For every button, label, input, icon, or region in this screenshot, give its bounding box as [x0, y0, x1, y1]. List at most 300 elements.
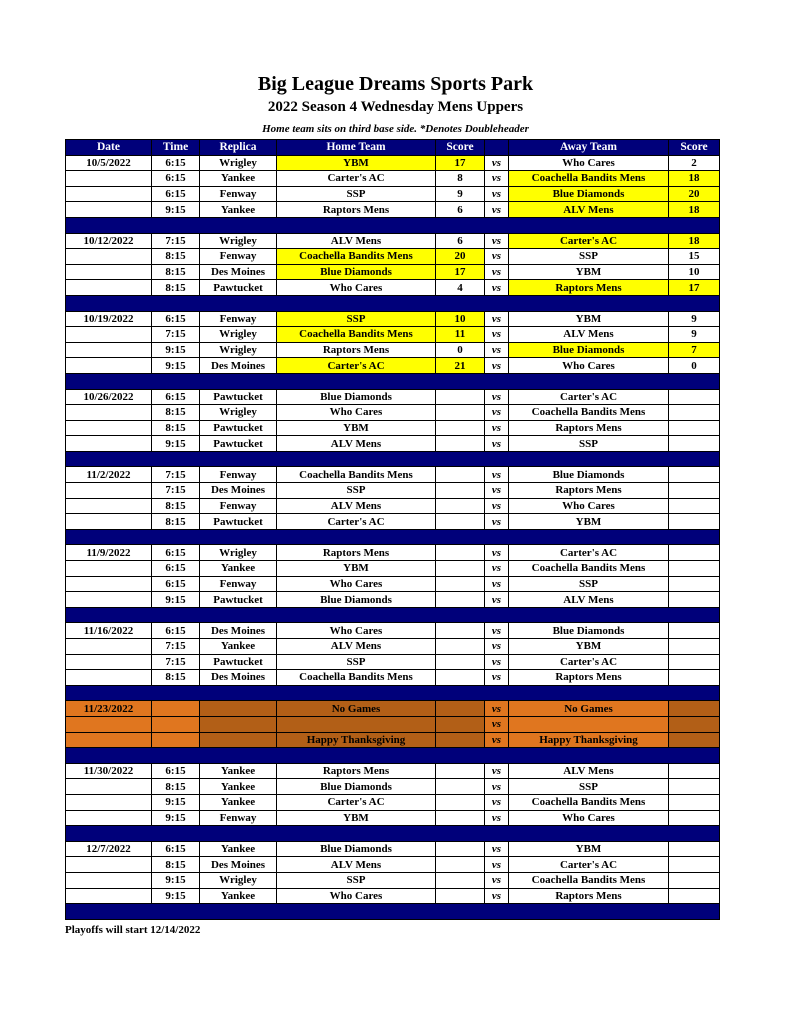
away-team: Coachella Bandits Mens [509, 872, 669, 888]
home-team: Happy Thanksgiving [277, 732, 436, 748]
home-team: YBM [277, 420, 436, 436]
away-team: YBM [509, 514, 669, 530]
header-time: Time [152, 140, 200, 156]
away-score [669, 701, 720, 717]
away-team: YBM [509, 841, 669, 857]
home-score [436, 545, 485, 561]
game-date [66, 732, 152, 748]
vs-label: vs [485, 280, 509, 296]
away-team: Blue Diamonds [509, 342, 669, 358]
away-team: Carter's AC [509, 857, 669, 873]
game-row [66, 327, 720, 343]
game-time: 8:15 [152, 420, 200, 436]
game-date [66, 436, 152, 452]
vs-label: vs [485, 264, 509, 280]
vs-label: vs [485, 186, 509, 202]
vs-label: vs [485, 670, 509, 686]
game-field: Yankee [200, 561, 277, 577]
home-team: Who Cares [277, 623, 436, 639]
game-field: Pawtucket [200, 592, 277, 608]
away-score [669, 794, 720, 810]
away-team: Who Cares [509, 358, 669, 374]
away-score [669, 670, 720, 686]
away-score [669, 872, 720, 888]
header-home-score: Score [436, 140, 485, 156]
game-row [66, 639, 720, 655]
away-score [669, 389, 720, 405]
home-team: ALV Mens [277, 233, 436, 249]
game-date: 11/16/2022 [66, 623, 152, 639]
away-team: Raptors Mens [509, 670, 669, 686]
game-row [66, 436, 720, 452]
home-score [436, 623, 485, 639]
header-replica: Replica [200, 140, 277, 156]
game-date [66, 716, 152, 732]
away-score [669, 639, 720, 655]
home-score [436, 810, 485, 826]
vs-label: vs [485, 841, 509, 857]
away-score: 7 [669, 342, 720, 358]
away-team: Carter's AC [509, 233, 669, 249]
away-team: Who Cares [509, 498, 669, 514]
away-team: Happy Thanksgiving [509, 732, 669, 748]
game-row [66, 888, 720, 904]
game-row [66, 483, 720, 499]
week-separator [66, 529, 720, 545]
away-score: 18 [669, 202, 720, 218]
game-row [66, 358, 720, 374]
game-row [66, 249, 720, 265]
home-team: YBM [277, 810, 436, 826]
game-date: 12/7/2022 [66, 841, 152, 857]
vs-label: vs [485, 857, 509, 873]
home-team: Raptors Mens [277, 342, 436, 358]
game-date: 10/26/2022 [66, 389, 152, 405]
home-team: Blue Diamonds [277, 841, 436, 857]
away-score [669, 592, 720, 608]
away-team: ALV Mens [509, 763, 669, 779]
game-field: Wrigley [200, 872, 277, 888]
away-score [669, 545, 720, 561]
away-team: Coachella Bandits Mens [509, 405, 669, 421]
vs-label: vs [485, 872, 509, 888]
week-separator [66, 373, 720, 389]
away-score: 2 [669, 155, 720, 171]
away-score: 10 [669, 264, 720, 280]
game-time: 8:15 [152, 249, 200, 265]
home-score [436, 467, 485, 483]
game-row [66, 872, 720, 888]
game-date [66, 249, 152, 265]
away-team: Raptors Mens [509, 888, 669, 904]
vs-label: vs [485, 405, 509, 421]
home-score [436, 763, 485, 779]
vs-label: vs [485, 467, 509, 483]
home-score [436, 420, 485, 436]
game-time: 9:15 [152, 810, 200, 826]
game-field: Des Moines [200, 358, 277, 374]
away-score: 9 [669, 327, 720, 343]
vs-label: vs [485, 794, 509, 810]
home-score: 21 [436, 358, 485, 374]
home-score [436, 389, 485, 405]
vs-label: vs [485, 592, 509, 608]
away-team: Carter's AC [509, 654, 669, 670]
game-field: Pawtucket [200, 436, 277, 452]
game-date [66, 264, 152, 280]
game-date [66, 420, 152, 436]
home-score [436, 857, 485, 873]
home-team: Blue Diamonds [277, 264, 436, 280]
game-row [66, 514, 720, 530]
game-time: 9:15 [152, 436, 200, 452]
game-field: Pawtucket [200, 514, 277, 530]
game-date: 11/30/2022 [66, 763, 152, 779]
game-field [200, 701, 277, 717]
week-separator [66, 748, 720, 764]
game-field [200, 732, 277, 748]
game-row [66, 810, 720, 826]
home-team: Raptors Mens [277, 545, 436, 561]
game-time: 9:15 [152, 794, 200, 810]
game-field: Wrigley [200, 233, 277, 249]
away-team: SSP [509, 436, 669, 452]
game-field: Fenway [200, 311, 277, 327]
away-score [669, 405, 720, 421]
away-team: ALV Mens [509, 327, 669, 343]
week-separator-bar [66, 607, 720, 623]
game-field: Pawtucket [200, 654, 277, 670]
game-row [66, 701, 720, 717]
home-team: Coachella Bandits Mens [277, 467, 436, 483]
vs-label: vs [485, 498, 509, 514]
home-team: Who Cares [277, 888, 436, 904]
game-time: 8:15 [152, 498, 200, 514]
game-row [66, 670, 720, 686]
game-date: 11/23/2022 [66, 701, 152, 717]
game-field: Wrigley [200, 342, 277, 358]
game-field: Des Moines [200, 670, 277, 686]
away-team: Who Cares [509, 810, 669, 826]
vs-label: vs [485, 888, 509, 904]
vs-label: vs [485, 436, 509, 452]
home-score [436, 561, 485, 577]
game-field: Fenway [200, 467, 277, 483]
home-team: SSP [277, 483, 436, 499]
away-team: SSP [509, 576, 669, 592]
home-score [436, 654, 485, 670]
home-team: SSP [277, 872, 436, 888]
home-team: Coachella Bandits Mens [277, 327, 436, 343]
away-score [669, 498, 720, 514]
home-score [436, 841, 485, 857]
home-team: Carter's AC [277, 794, 436, 810]
game-field: Fenway [200, 498, 277, 514]
game-row [66, 467, 720, 483]
game-date [66, 202, 152, 218]
game-time: 7:15 [152, 327, 200, 343]
away-team: Raptors Mens [509, 483, 669, 499]
game-time: 8:15 [152, 670, 200, 686]
game-row [66, 794, 720, 810]
home-team: Carter's AC [277, 358, 436, 374]
away-team: YBM [509, 311, 669, 327]
away-score: 18 [669, 171, 720, 187]
game-date [66, 498, 152, 514]
away-team: No Games [509, 701, 669, 717]
game-time: 8:15 [152, 514, 200, 530]
game-time: 8:15 [152, 779, 200, 795]
home-score [436, 639, 485, 655]
game-row [66, 202, 720, 218]
vs-label: vs [485, 420, 509, 436]
game-field: Wrigley [200, 545, 277, 561]
home-score: 17 [436, 264, 485, 280]
game-field: Yankee [200, 888, 277, 904]
away-score [669, 623, 720, 639]
playoffs-note: Playoffs will start 12/14/2022 [65, 924, 201, 936]
home-score [436, 514, 485, 530]
game-time [152, 732, 200, 748]
away-score [669, 436, 720, 452]
game-row [66, 186, 720, 202]
home-score [436, 670, 485, 686]
game-field: Des Moines [200, 623, 277, 639]
game-row [66, 405, 720, 421]
vs-label: vs [485, 545, 509, 561]
home-team: Blue Diamonds [277, 592, 436, 608]
vs-label: vs [485, 342, 509, 358]
game-time: 8:15 [152, 857, 200, 873]
week-separator-bar [66, 373, 720, 389]
vs-label: vs [485, 701, 509, 717]
home-team: Carter's AC [277, 514, 436, 530]
vs-label: vs [485, 514, 509, 530]
header-vs [485, 140, 509, 156]
home-team: Who Cares [277, 405, 436, 421]
game-time: 6:15 [152, 545, 200, 561]
week-separator-bar [66, 451, 720, 467]
away-score: 17 [669, 280, 720, 296]
home-score [436, 436, 485, 452]
vs-label: vs [485, 763, 509, 779]
home-score: 10 [436, 311, 485, 327]
home-team: YBM [277, 155, 436, 171]
game-date [66, 342, 152, 358]
home-score: 9 [436, 186, 485, 202]
home-score [436, 483, 485, 499]
home-team: Blue Diamonds [277, 389, 436, 405]
game-row [66, 280, 720, 296]
home-score [436, 576, 485, 592]
home-score: 8 [436, 171, 485, 187]
schedule-table [65, 139, 720, 920]
home-team: YBM [277, 561, 436, 577]
home-score [436, 405, 485, 421]
header-away-score: Score [669, 140, 720, 156]
game-time: 9:15 [152, 342, 200, 358]
game-time [152, 701, 200, 717]
header-home-team: Home Team [277, 140, 436, 156]
home-team: Raptors Mens [277, 763, 436, 779]
vs-label: vs [485, 358, 509, 374]
game-date [66, 794, 152, 810]
away-team: YBM [509, 264, 669, 280]
game-row [66, 654, 720, 670]
home-team: Who Cares [277, 280, 436, 296]
game-row [66, 171, 720, 187]
away-score [669, 514, 720, 530]
game-time: 6:15 [152, 561, 200, 577]
game-time: 7:15 [152, 233, 200, 249]
home-team: ALV Mens [277, 639, 436, 655]
vs-label: vs [485, 732, 509, 748]
home-team: ALV Mens [277, 436, 436, 452]
away-score [669, 654, 720, 670]
game-row [66, 545, 720, 561]
game-field: Fenway [200, 576, 277, 592]
game-time: 9:15 [152, 592, 200, 608]
vs-label: vs [485, 389, 509, 405]
away-team: Raptors Mens [509, 420, 669, 436]
game-time: 6:15 [152, 763, 200, 779]
home-score [436, 701, 485, 717]
game-time: 9:15 [152, 888, 200, 904]
home-score [436, 592, 485, 608]
vs-label: vs [485, 249, 509, 265]
game-row [66, 155, 720, 171]
game-field: Fenway [200, 186, 277, 202]
game-time: 6:15 [152, 576, 200, 592]
away-score [669, 810, 720, 826]
game-field: Des Moines [200, 264, 277, 280]
home-score: 20 [436, 249, 485, 265]
home-score [436, 716, 485, 732]
game-row [66, 716, 720, 732]
away-team: ALV Mens [509, 202, 669, 218]
game-field: Yankee [200, 763, 277, 779]
away-score [669, 576, 720, 592]
game-date [66, 576, 152, 592]
away-score: 20 [669, 186, 720, 202]
game-date [66, 639, 152, 655]
week-separator-bar [66, 529, 720, 545]
game-date [66, 592, 152, 608]
game-time [152, 716, 200, 732]
game-time: 6:15 [152, 186, 200, 202]
game-field: Wrigley [200, 155, 277, 171]
away-team: ALV Mens [509, 592, 669, 608]
game-field: Pawtucket [200, 280, 277, 296]
game-date [66, 561, 152, 577]
away-team: Coachella Bandits Mens [509, 794, 669, 810]
game-time: 8:15 [152, 405, 200, 421]
vs-label: vs [485, 233, 509, 249]
home-team: Carter's AC [277, 171, 436, 187]
home-score [436, 872, 485, 888]
game-date [66, 280, 152, 296]
away-team: YBM [509, 639, 669, 655]
away-team [509, 716, 669, 732]
game-field [200, 716, 277, 732]
game-date: 11/2/2022 [66, 467, 152, 483]
home-score [436, 779, 485, 795]
seating-note: Home team sits on third base side. *Denotes Doubleheader [262, 123, 529, 135]
vs-label: vs [485, 810, 509, 826]
week-separator [66, 295, 720, 311]
game-time: 7:15 [152, 467, 200, 483]
away-score [669, 732, 720, 748]
header-away-team: Away Team [509, 140, 669, 156]
game-field: Pawtucket [200, 420, 277, 436]
away-score [669, 561, 720, 577]
game-field: Wrigley [200, 405, 277, 421]
away-score: 18 [669, 233, 720, 249]
away-score [669, 716, 720, 732]
schedule-body [66, 155, 720, 919]
game-row [66, 779, 720, 795]
away-score: 9 [669, 311, 720, 327]
game-date [66, 810, 152, 826]
game-row [66, 623, 720, 639]
home-score [436, 794, 485, 810]
home-team: No Games [277, 701, 436, 717]
game-row [66, 264, 720, 280]
away-score [669, 888, 720, 904]
away-score: 0 [669, 358, 720, 374]
vs-label: vs [485, 654, 509, 670]
home-team: Raptors Mens [277, 202, 436, 218]
home-score [436, 732, 485, 748]
game-row [66, 389, 720, 405]
game-row [66, 233, 720, 249]
week-separator-bar [66, 685, 720, 701]
vs-label: vs [485, 171, 509, 187]
game-time: 6:15 [152, 171, 200, 187]
away-score [669, 483, 720, 499]
away-score [669, 841, 720, 857]
game-row [66, 592, 720, 608]
home-score [436, 498, 485, 514]
game-date [66, 857, 152, 873]
vs-label: vs [485, 311, 509, 327]
game-date [66, 171, 152, 187]
week-separator-bar [66, 295, 720, 311]
game-time: 6:15 [152, 623, 200, 639]
game-date [66, 670, 152, 686]
week-separator [66, 451, 720, 467]
header-row [66, 140, 720, 156]
game-date: 11/9/2022 [66, 545, 152, 561]
game-field: Pawtucket [200, 389, 277, 405]
page-subtitle: 2022 Season 4 Wednesday Mens Uppers [267, 99, 524, 115]
game-time: 8:15 [152, 280, 200, 296]
game-field: Yankee [200, 779, 277, 795]
away-team: Carter's AC [509, 545, 669, 561]
game-row [66, 857, 720, 873]
away-score [669, 779, 720, 795]
home-score: 17 [436, 155, 485, 171]
home-team: Coachella Bandits Mens [277, 249, 436, 265]
header-date: Date [66, 140, 152, 156]
away-team: Coachella Bandits Mens [509, 561, 669, 577]
week-separator [66, 607, 720, 623]
week-separator [66, 826, 720, 842]
game-date [66, 358, 152, 374]
week-separator-bar [66, 217, 720, 233]
game-date [66, 888, 152, 904]
game-date [66, 483, 152, 499]
